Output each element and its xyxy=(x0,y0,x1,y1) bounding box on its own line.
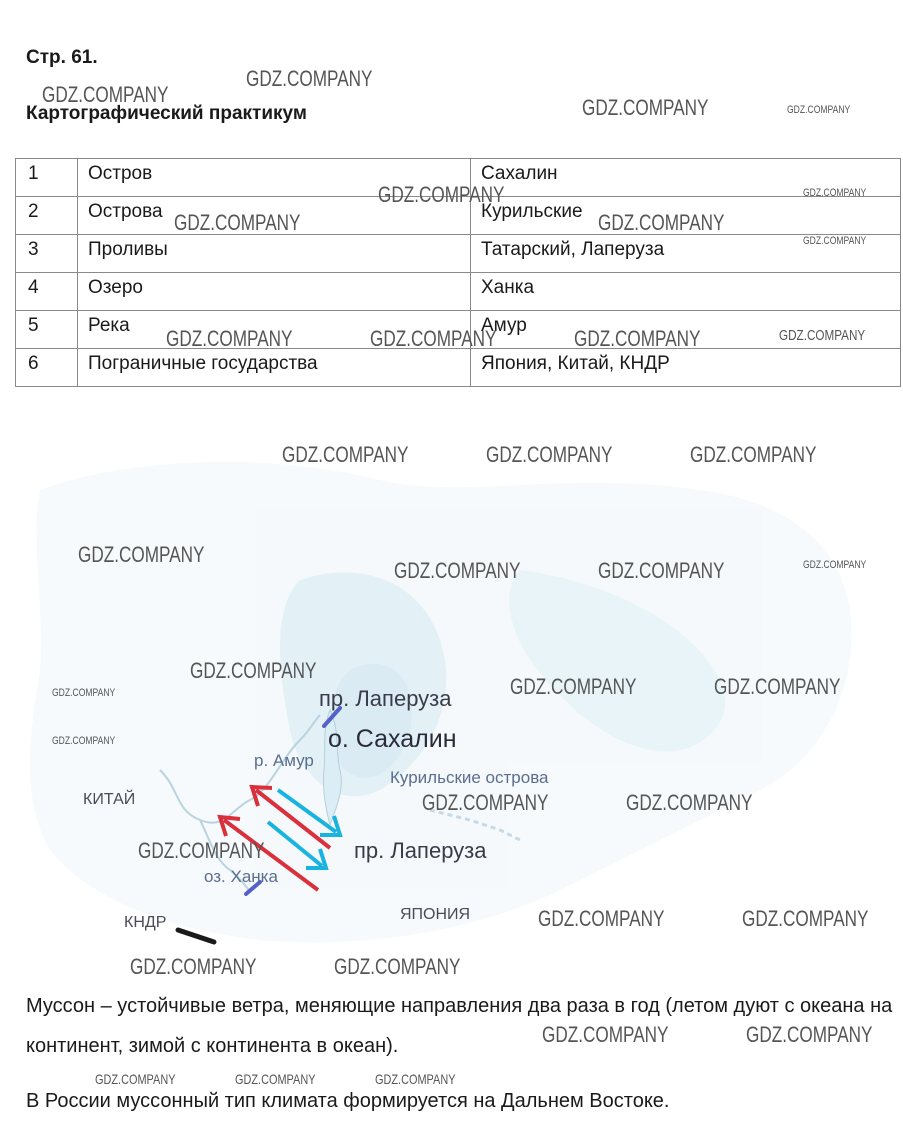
section-title: Картографический практикум xyxy=(26,103,307,124)
watermark: GDZ.COMPANY xyxy=(52,687,116,699)
watermark: GDZ.COMPANY xyxy=(803,559,867,571)
watermark: GDZ.COMPANY xyxy=(742,906,869,931)
table-row xyxy=(16,197,901,235)
label-china: КИТАЙ xyxy=(83,791,136,808)
monsoon-definition: Муссон – устойчивые ветра, меняющие направления два раза в год (летом дуют с океана на континент, зимой с континента в океан). xyxy=(26,995,893,1057)
russia-climate-note: В России муссонный тип климата формируется на Дальнем Востоке. xyxy=(26,1090,670,1112)
row-number: 3 xyxy=(16,235,78,273)
row-number: 4 xyxy=(16,273,78,311)
watermark: GDZ.COMPANY xyxy=(52,735,116,747)
practicum-table xyxy=(15,158,901,387)
watermark: GDZ.COMPANY xyxy=(574,326,701,351)
row-term: Пограничные государства xyxy=(78,349,471,387)
row-number: 2 xyxy=(16,197,78,235)
watermark: GDZ.COMPANY xyxy=(95,1071,176,1087)
row-value: Сахалин xyxy=(471,159,901,197)
watermark: GDZ.COMPANY xyxy=(598,558,725,583)
row-value: Курильские xyxy=(471,197,901,235)
watermark: GDZ.COMPANY xyxy=(370,326,497,351)
table-row xyxy=(16,349,901,387)
label-strait-top: пр. Лаперуза xyxy=(319,686,452,711)
watermark: GDZ.COMPANY xyxy=(174,210,301,235)
watermark: GDZ.COMPANY xyxy=(779,327,866,344)
row-term: Остров xyxy=(78,159,471,197)
watermark: GDZ.COMPANY xyxy=(510,674,637,699)
row-term: Острова xyxy=(78,197,471,235)
table-row xyxy=(16,159,901,197)
label-strait-bottom: пр. Лаперуза xyxy=(354,838,487,863)
watermark: GDZ.COMPANY xyxy=(598,210,725,235)
watermark: GDZ.COMPANY xyxy=(78,542,205,567)
row-number: 5 xyxy=(16,311,78,349)
watermark: GDZ.COMPANY xyxy=(746,1022,873,1047)
watermark: GDZ.COMPANY xyxy=(235,1071,316,1087)
map xyxy=(0,430,903,990)
row-term: Проливы xyxy=(78,235,471,273)
watermark: GDZ.COMPANY xyxy=(542,1022,669,1047)
label-amur: р. Амур xyxy=(254,751,314,770)
watermark: GDZ.COMPANY xyxy=(138,838,265,863)
row-number: 6 xyxy=(16,349,78,387)
watermark: GDZ.COMPANY xyxy=(538,906,665,931)
watermark: GDZ.COMPANY xyxy=(803,187,867,199)
label-sakhalin: о. Сахалин xyxy=(328,725,457,753)
page-ref: Стр. 61. xyxy=(26,47,98,68)
table-row xyxy=(16,311,901,349)
watermark: GDZ.COMPANY xyxy=(334,954,461,979)
watermark: GDZ.COMPANY xyxy=(787,104,851,116)
watermark: GDZ.COMPANY xyxy=(582,95,709,120)
watermark: GDZ.COMPANY xyxy=(394,558,521,583)
watermark: GDZ.COMPANY xyxy=(486,442,613,467)
watermark: GDZ.COMPANY xyxy=(690,442,817,467)
row-term: Озеро xyxy=(78,273,471,311)
watermark: GDZ.COMPANY xyxy=(422,790,549,815)
label-dprk: КНДР xyxy=(124,914,167,931)
row-number: 1 xyxy=(16,159,78,197)
row-value: Амур xyxy=(471,311,901,349)
watermark: GDZ.COMPANY xyxy=(378,182,505,207)
row-term: Река xyxy=(78,311,471,349)
watermark: GDZ.COMPANY xyxy=(714,674,841,699)
label-khanka: оз. Ханка xyxy=(204,867,278,886)
watermark: GDZ.COMPANY xyxy=(803,235,867,247)
row-value: Япония, Китай, КНДР xyxy=(471,349,901,387)
watermark: GDZ.COMPANY xyxy=(190,658,317,683)
row-value: Татарский, Лаперуза xyxy=(471,235,901,273)
watermark: GDZ.COMPANY xyxy=(246,66,373,91)
watermark: GDZ.COMPANY xyxy=(130,954,257,979)
watermark: GDZ.COMPANY xyxy=(626,790,753,815)
watermark: GDZ.COMPANY xyxy=(42,82,169,107)
watermark: GDZ.COMPANY xyxy=(282,442,409,467)
row-value: Ханка xyxy=(471,273,901,311)
label-japan: ЯПОНИЯ xyxy=(400,906,471,923)
watermark: GDZ.COMPANY xyxy=(375,1071,456,1087)
watermark: GDZ.COMPANY xyxy=(166,326,293,351)
label-kuril: Курильские острова xyxy=(390,768,549,787)
table-row xyxy=(16,273,901,311)
table-row xyxy=(16,235,901,273)
